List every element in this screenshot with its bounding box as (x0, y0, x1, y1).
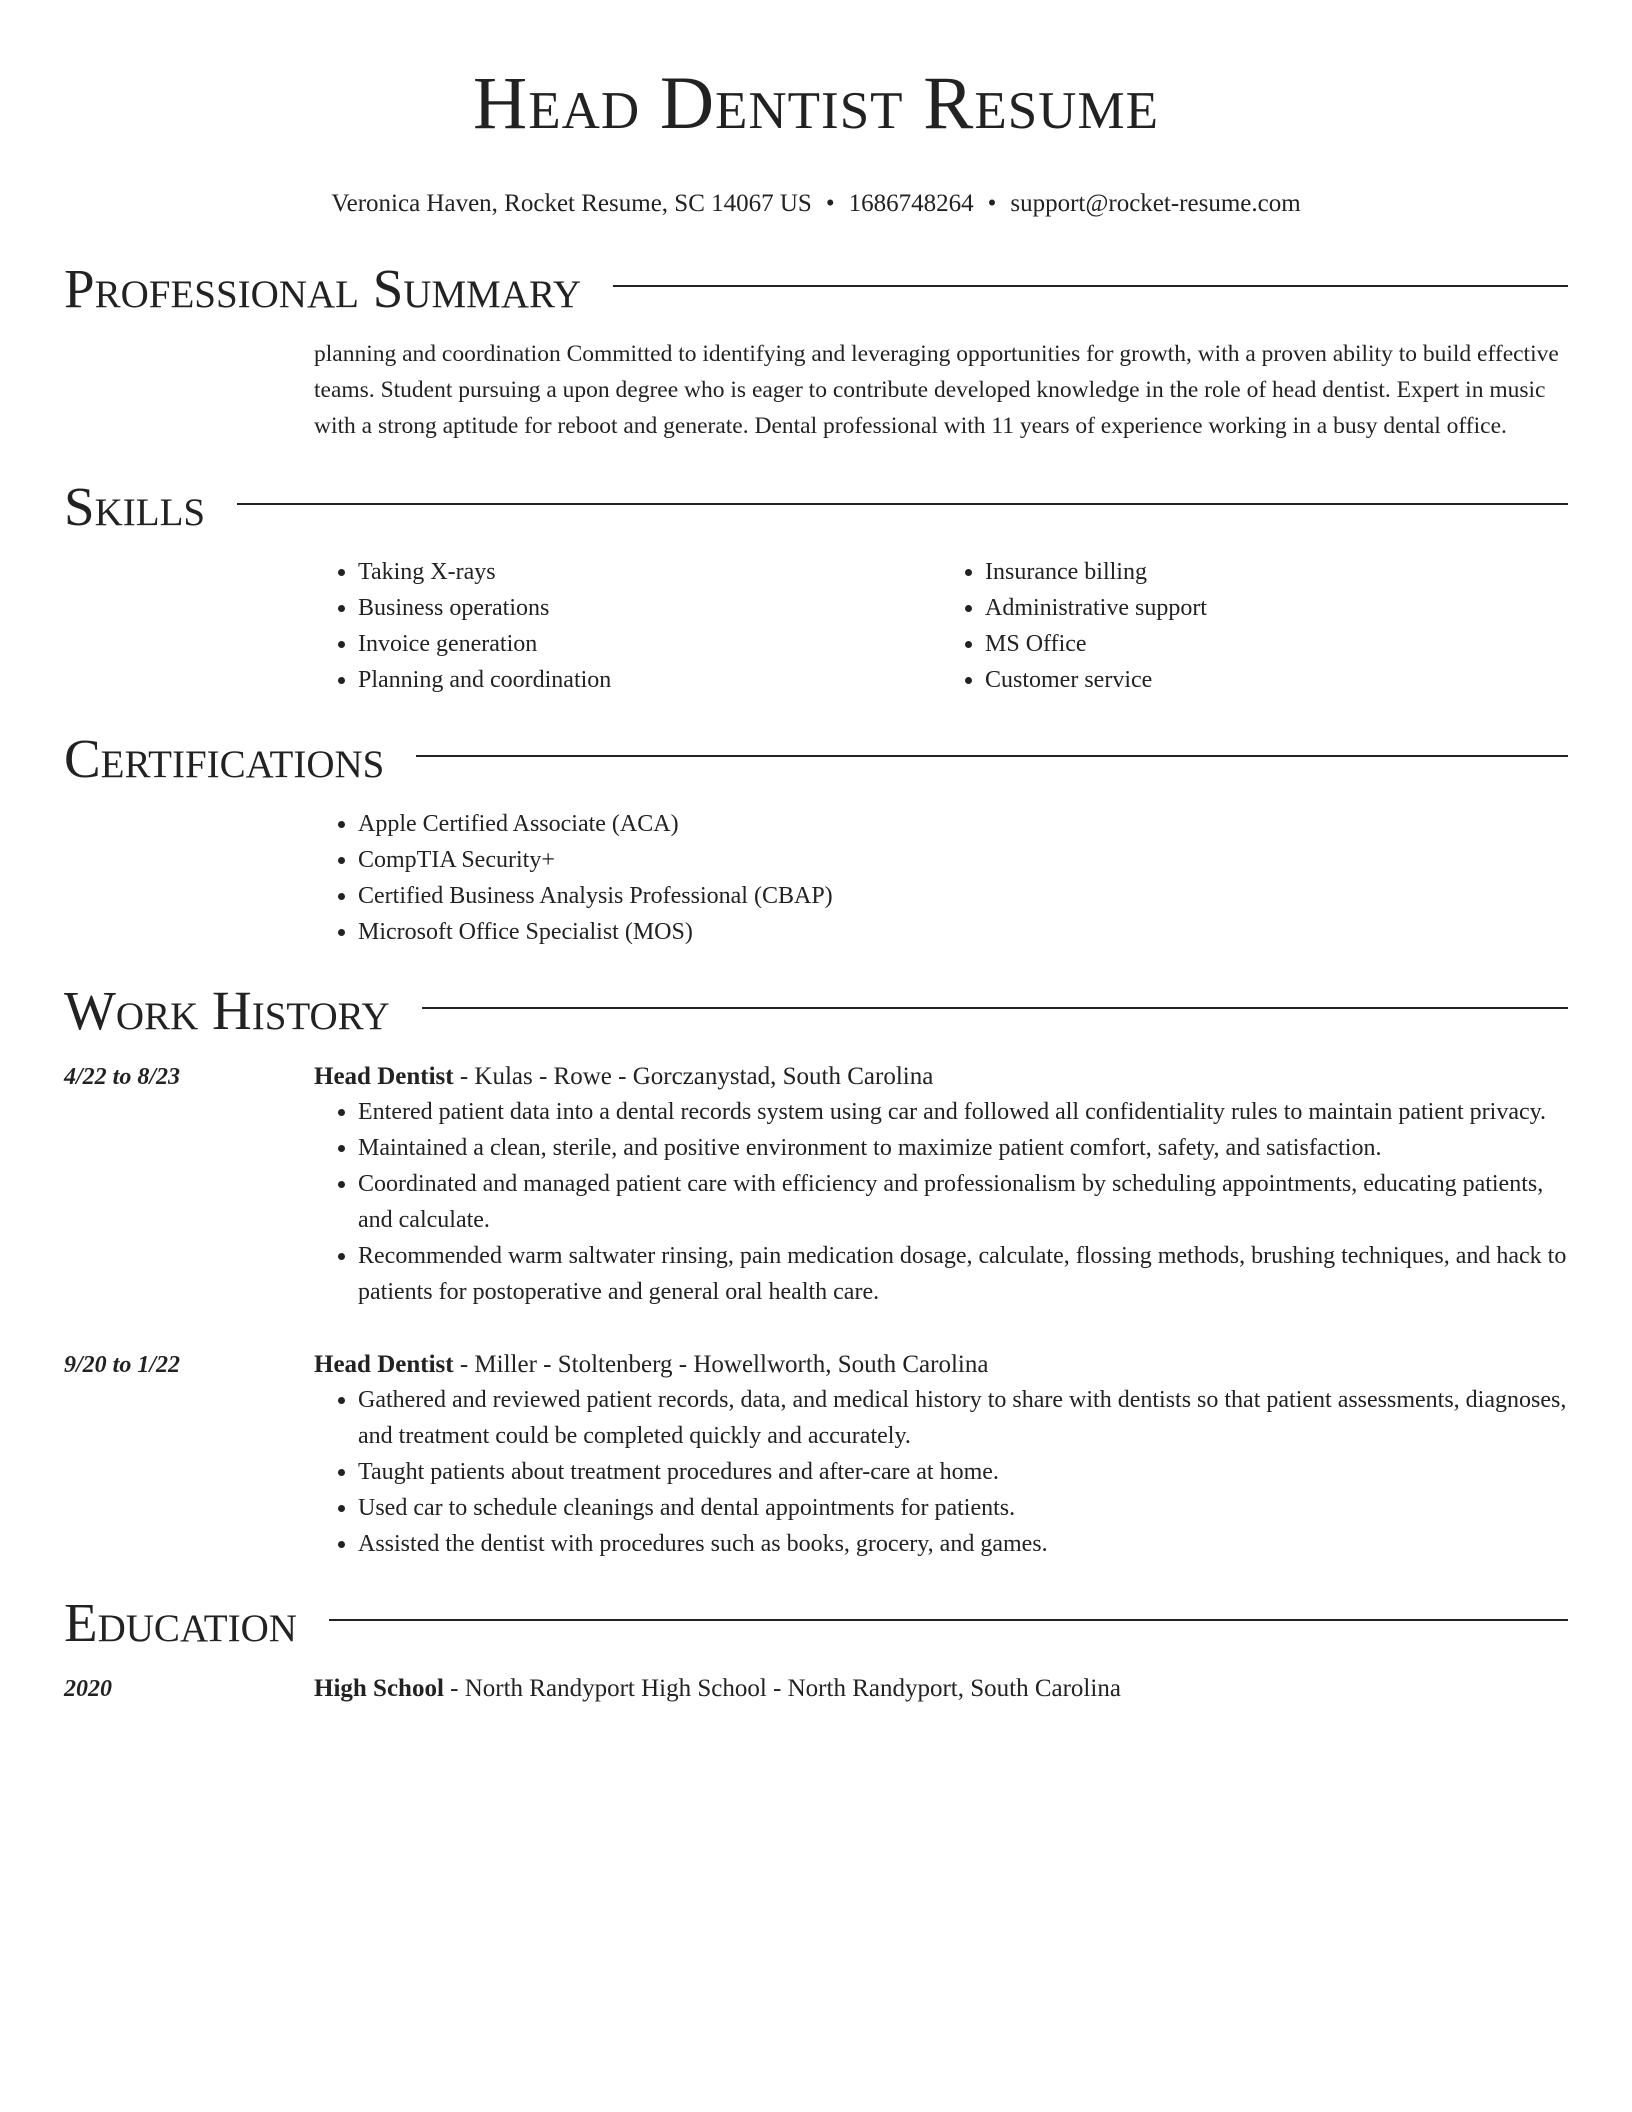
job-bullet: • Gathered and reviewed patient records, data, and medical history to share with dentists so that patient assessments, diagnoses, and treatment could be completed quickly and accurately. (358, 1382, 1568, 1454)
job-bullet-list (314, 1382, 1568, 1562)
job-bullet: • Entered patient data into a dental records system using car and followed all confidentiality rules to maintain patient privacy. (358, 1094, 1568, 1130)
skill-item: • Business operations (358, 590, 941, 626)
skills-list-left (314, 554, 941, 698)
education-header (64, 1588, 1568, 1658)
education-year: 2020 (64, 1676, 112, 1702)
summary-text: planning and coordination Committed to identifying and leveraging opportunities for growth, with a proven ability to build effective teams. Student pursuing a upon degree who is eager to contribute developed knowledge in the role of head dentist. Expert in music with a strong aptitude for reboot and generate. Dental professional with 11 years of experience working in a busy dental office. (314, 341, 1559, 439)
certification-item: • Certified Business Analysis Professional (CBAP) (358, 878, 1568, 914)
education-heading: Education (64, 1592, 297, 1653)
summary-header (64, 254, 1568, 324)
certifications-heading: Certifications (64, 728, 385, 789)
job-entry (64, 1348, 1568, 1562)
job-bullet: • Used car to schedule cleanings and dental appointments for patients. (358, 1490, 1568, 1526)
job-bullet: • Maintained a clean, sterile, and positive environment to maximize patient comfort, safety, and satisfaction. (358, 1130, 1568, 1166)
job-bullet-list (314, 1094, 1568, 1310)
work-history-heading: Work History (64, 980, 390, 1041)
skill-item: • Invoice generation (358, 626, 941, 662)
education-title-line (314, 1672, 1568, 1706)
work-history-section (64, 976, 1568, 1562)
education-degree: High School (314, 1675, 444, 1702)
job-bullet: • Coordinated and managed patient care with efficiency and professionalism by scheduling appointments, educating patients, and calculate. (358, 1166, 1568, 1238)
section-divider (237, 503, 1568, 505)
contact-email: support@rocket-resume.com (1010, 190, 1301, 217)
section-divider (416, 755, 1568, 757)
job-details: - Kulas - Rowe - Gorczanystad, South Carolina (453, 1063, 934, 1090)
certifications-header (64, 724, 1568, 794)
job-bullet: • Recommended warm saltwater rinsing, pain medication dosage, calculate, flossing methods, brushing techniques, and hack to patients for postoperative and general oral health care. (358, 1238, 1568, 1310)
skill-item: • Customer service (985, 662, 1568, 698)
job-dates: 9/20 to 1/22 (64, 1352, 181, 1378)
job-body (314, 1348, 1568, 1562)
summary-heading: Professional Summary (64, 258, 582, 319)
job-title: Head Dentist (314, 1351, 454, 1378)
section-divider (613, 285, 1568, 287)
skill-item: • Planning and coordination (358, 662, 941, 698)
resume-title: Head Dentist Resume (473, 62, 1159, 145)
education-body (314, 1672, 1568, 1706)
job-body (314, 1060, 1568, 1310)
job-title-line (314, 1060, 1568, 1094)
education-entry (64, 1672, 1568, 1706)
contact-address: Veronica Haven, Rocket Resume, SC 14067 US (331, 190, 812, 217)
work-history-header (64, 976, 1568, 1046)
job-details: - Miller - Stoltenberg - Howellworth, South Carolina (453, 1351, 989, 1378)
job-title-line (314, 1348, 1568, 1382)
summary-section (64, 254, 1568, 444)
contact-separator: • (825, 190, 835, 217)
certification-item: • CompTIA Security+ (358, 842, 1568, 878)
skills-list-right (941, 554, 1568, 698)
job-bullet: • Assisted the dentist with procedures such as books, grocery, and games. (358, 1526, 1568, 1562)
skill-item: • Taking X-rays (358, 554, 941, 590)
section-divider (422, 1007, 1568, 1009)
certifications-list (314, 806, 1568, 950)
job-title: Head Dentist (314, 1063, 454, 1090)
skill-item: • Insurance billing (985, 554, 1568, 590)
skills-grid (314, 554, 1568, 698)
contact-separator: • (987, 190, 997, 217)
skills-section (64, 472, 1568, 698)
education-details: - North Randyport High School - North Randyport, South Carolina (443, 1675, 1121, 1702)
skills-heading: Skills (64, 476, 206, 537)
skill-item: • MS Office (985, 626, 1568, 662)
skills-header (64, 472, 1568, 542)
job-bullet: • Taught patients about treatment procedures and after-care at home. (358, 1454, 1568, 1490)
job-entry (64, 1060, 1568, 1310)
job-dates: 4/22 to 8/23 (64, 1064, 181, 1090)
certifications-section (64, 724, 1568, 950)
certifications-block (314, 806, 1568, 950)
skill-item: • Administrative support (985, 590, 1568, 626)
education-section (64, 1588, 1568, 1706)
certification-item: • Microsoft Office Specialist (MOS) (358, 914, 1568, 950)
certification-item: • Apple Certified Associate (ACA) (358, 806, 1568, 842)
contact-line (64, 188, 1568, 220)
contact-phone: 1686748264 (848, 190, 974, 217)
section-divider (329, 1619, 1568, 1621)
